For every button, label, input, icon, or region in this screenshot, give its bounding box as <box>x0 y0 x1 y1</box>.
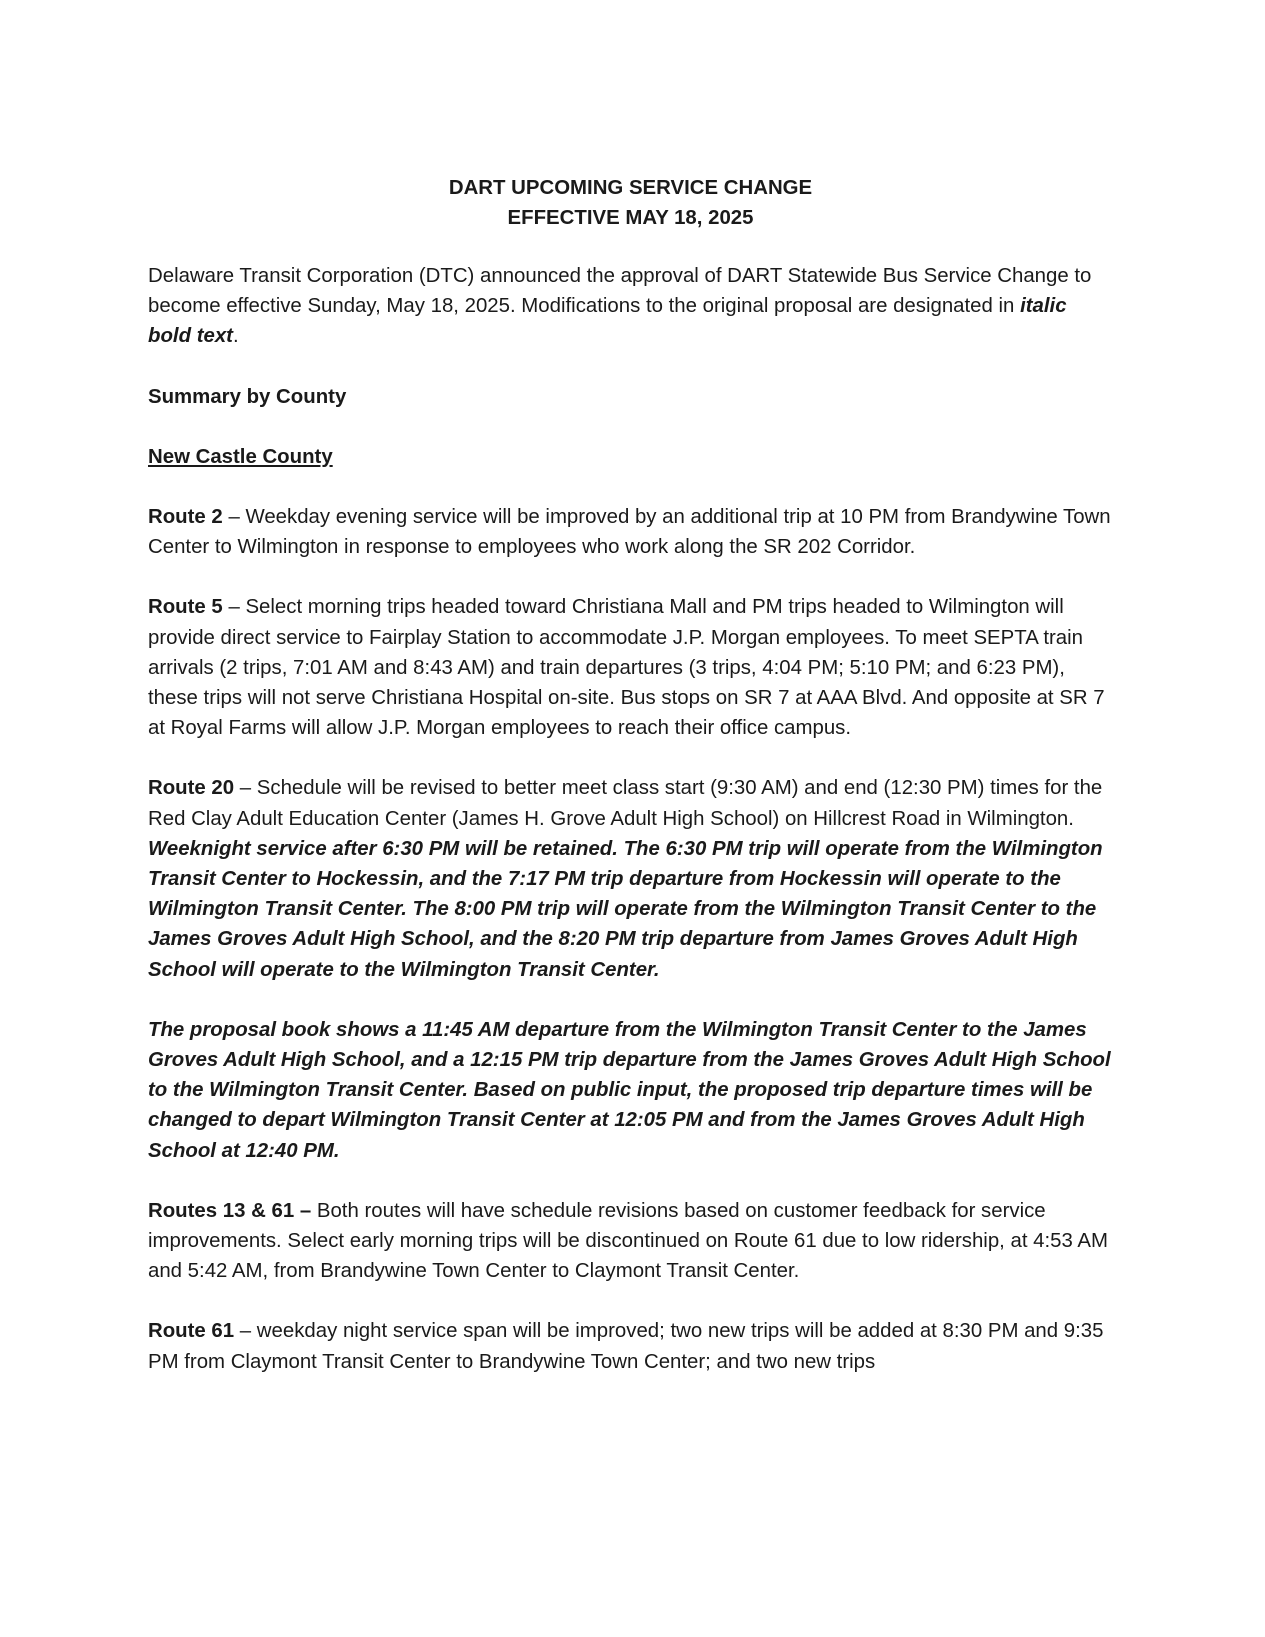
intro-text: Delaware Transit Corporation (DTC) announced the approval of DART Statewide Bus Service Change to become effective Sunday, May 18, 2025. Modifications to the original proposal are designated in <box>148 265 1092 318</box>
title-line-2: EFFECTIVE MAY 18, 2025 <box>507 207 754 229</box>
route-5-text: – Select morning trips headed toward Christiana Mall and PM trips headed to Wilmington will provide direct service to Fairplay Station to accommodate J.P. Morgan employees. To meet SEPTA train arrivals (2 trips, 7:01 AM and 8:43 AM) and train departures (3 trips, 4:04 PM; 5:10 PM; and 6:23 PM), these trips will not serve Christiana Hospital on-site. Bus stops on SR 7 at AAA Blvd. And opposite at SR 7 at Royal Farms will allow J.P. Morgan employees to reach their office campus. <box>148 596 1105 740</box>
route-2-text: – Weekday evening service will be improved by an additional trip at 10 PM from Brandywine Town Center to Wilmington in response to employees who work along the SR 202 Corridor. <box>148 506 1111 559</box>
intro-end: . <box>232 325 239 348</box>
title-line-1: DART UPCOMING SERVICE CHANGE <box>448 177 813 199</box>
route-61-text: – weekday night service span will be improved; two new trips will be added at 8:30 PM and 9:35 PM from Claymont Transit Center to Brandywine Town Center; and two new trips <box>148 1320 1104 1373</box>
route-61-paragraph <box>148 1316 1113 1376</box>
route-2-paragraph <box>148 502 1113 562</box>
route-20-paragraph <box>148 773 1113 984</box>
route-5-label: Route 5 <box>148 596 223 619</box>
routes-13-61-text: Both routes will have schedule revisions based on customer feedback for service improvements. Select early morning trips will be discontinued on Route 61 due to low ridership, at 4:53 AM and 5:42 AM, from Brandywine Town Center to Claymont Transit Center. <box>148 1199 1108 1283</box>
intro-paragraph <box>148 261 1113 352</box>
route-2-label: Route 2 <box>148 506 223 529</box>
document-title <box>148 173 1113 233</box>
route-20-text: – Schedule will be revised to better meet class start (9:30 AM) and end (12:30 PM) times for the Red Clay Adult Education Center (James H. Grove Adult High School) on Hillcrest Road in Wilmington. <box>148 777 1103 830</box>
route-61-label: Route 61 <box>148 1320 235 1343</box>
document-body <box>148 173 1113 1377</box>
route-20-label: Route 20 <box>148 777 235 800</box>
route-5-paragraph <box>148 592 1113 743</box>
route-20-emphasis: Weeknight service after 6:30 PM will be retained. The 6:30 PM trip will operate from the Wilmington Transit Center to Hockessin, and the 7:17 PM trip departure from Hockessin will operate to the Wilmington Transit Center. The 8:00 PM trip will operate from the Wilmington Transit Center to the James Groves Adult High School, and the 8:20 PM trip departure from James Groves Adult High School will operate to the Wilmington Transit Center. <box>148 837 1103 981</box>
summary-heading: Summary by County <box>148 385 347 408</box>
proposal-note-paragraph: The proposal book shows a 11:45 AM departure from the Wilmington Transit Center to the James Groves Adult High School, and a 12:15 PM trip departure from the James Groves Adult High School to the Wilmington Transit Center. Based on public input, the proposed trip departure times will be changed to depart Wilmington Transit Center at 12:05 PM and from the James Groves Adult High School at 12:40 PM. <box>148 1018 1111 1162</box>
routes-13-61-label: Routes 13 & 61 – <box>148 1199 312 1222</box>
county-heading: New Castle County <box>148 445 333 468</box>
intro-emphasis: italic bold text <box>148 295 1067 348</box>
routes-13-61-paragraph <box>148 1196 1113 1287</box>
